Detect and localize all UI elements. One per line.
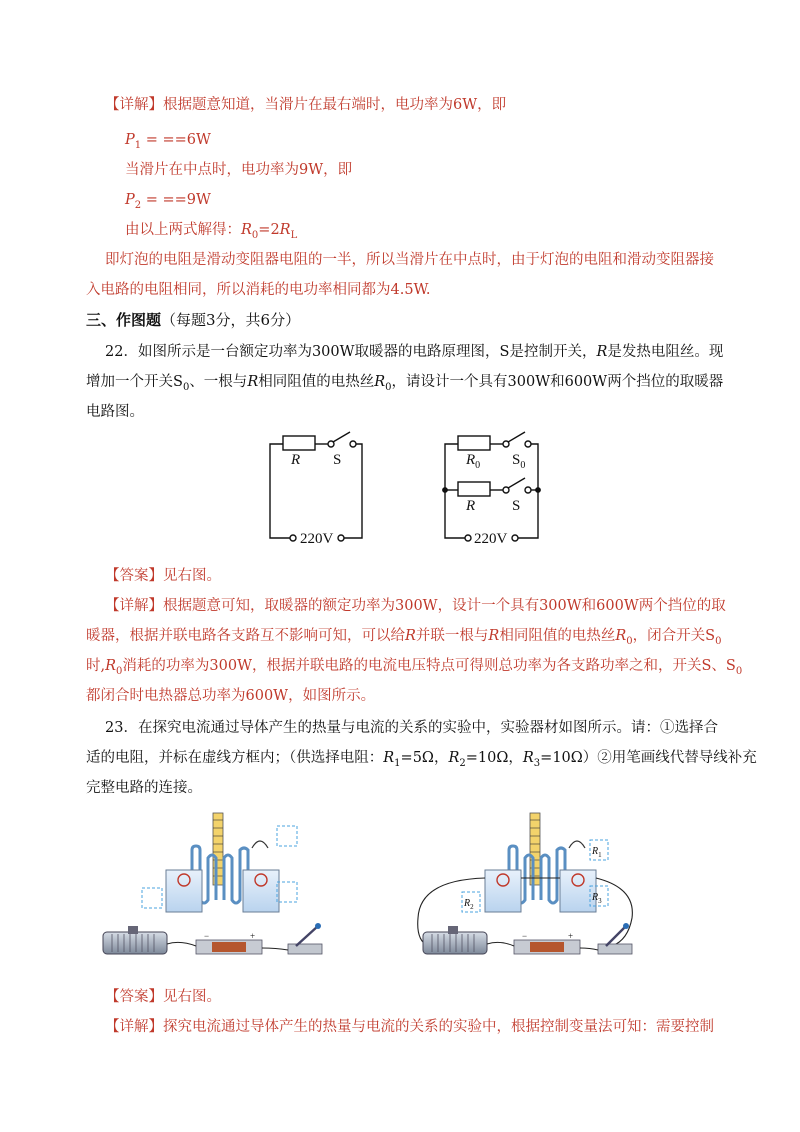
terminal-left	[290, 535, 296, 541]
apparatus-left	[103, 813, 322, 954]
detail-line-3: 由以上两式解得：$R_0=2R_L$	[125, 222, 298, 241]
q23-detail-line-1: 【详解】探究电流通过导体产生的热量与电流的关系的实验中，根据控制变量法可知：需要控制	[105, 1019, 714, 1035]
switch-s-blade-2	[508, 478, 525, 488]
resistor-r0	[458, 436, 490, 450]
r1-label: $R_1$	[592, 846, 602, 859]
svg-text:−: −	[522, 931, 528, 941]
circuit2-voltage-label: 220V	[474, 531, 508, 547]
circuit1-s-label: S	[333, 452, 342, 468]
jar-left	[166, 870, 202, 912]
equation-p1: $P_1 = ==6W$	[125, 132, 211, 151]
q22-detail-line-2: 暖器，根据并联电路各支路互不影响可知，可以给R并联一根与R相同阻值的电热丝$R_0$，闭合开关$S_0$	[86, 628, 722, 647]
q22-detail-line-4: 都闭合时电热器总功率为600W，如图所示。	[86, 688, 376, 704]
q22-circuit-figures	[0, 420, 800, 560]
section-header	[86, 310, 300, 330]
rheostat-right	[423, 932, 487, 954]
circuit2-r-label: R	[466, 498, 476, 514]
jar-right	[243, 870, 279, 912]
circuit1-r-label: R	[291, 452, 301, 468]
answer-tag: 【答案】	[105, 568, 163, 584]
q22-detail-line-3: 时$,R_0$消耗的功率为300W，根据并联电路的电流电压特点可得则总功率为各支路功率之和，开关S、$S_0$	[86, 658, 743, 677]
section-note: （每题3分，共6分）	[161, 311, 301, 329]
svg-text:−: −	[204, 931, 210, 941]
dashed-box-right	[277, 882, 297, 902]
section-title: 三、作图题	[86, 311, 162, 329]
q23-apparatus-figures	[0, 808, 800, 978]
circuit2-s0-label: $S_0$	[512, 452, 526, 471]
svg-text:+: +	[568, 931, 574, 941]
q23-answer: 【答案】见右图。	[105, 989, 221, 1005]
switch-s0-blade	[508, 432, 525, 442]
resistor-r	[283, 436, 315, 450]
circuit1-voltage-label: 220V	[300, 531, 334, 547]
detail-line-4: 即灯泡的电阻是滑动变阻器电阻的一半，所以当滑片在中点时，由于灯泡的电阻和滑动变阻器接	[105, 252, 714, 268]
dashed-box-top	[277, 826, 297, 846]
q22-detail-line-1: 【详解】根据题意可知，取暖器的额定功率为300W，设计一个具有300W和600W两个挡位的取	[105, 598, 726, 614]
circuit2-s-label: S	[512, 498, 521, 514]
detail-line-5: 入电路的电阻相同，所以消耗的电功率相同都为4.5W.	[86, 282, 431, 298]
jar-left-2	[485, 870, 521, 912]
resistor-r-branch	[458, 482, 490, 496]
q23-line-1: 23．在探究电流通过导体产生的热量与电流的关系的实验中，实验器材如图所示。请：①选择合	[105, 720, 718, 736]
q23-line-2: 适的电阻，并标在虚线方框内；（供选择电阻：$R_1=5\Omega$，$R_2=10\Omega$，$R_3=10\Omega)②$用笔画线代替导线补充	[86, 750, 757, 769]
knife-switch-left	[288, 944, 322, 954]
wire-left	[270, 444, 290, 538]
apparatus-right	[418, 813, 633, 954]
equation-p2: $P_2 = ==9W$	[125, 192, 211, 211]
r2-label: $R_2$	[464, 898, 474, 911]
r3-label: $R_3$	[592, 892, 602, 905]
circuit-original	[270, 432, 362, 541]
q22-line-3: 电路图。	[86, 404, 144, 420]
q23-line-3: 完整电路的连接。	[86, 780, 202, 796]
detail-line-2: 当滑片在中点时，电功率为9W，即	[125, 162, 353, 178]
switch-s-blade	[333, 432, 350, 442]
terminal-right	[338, 535, 344, 541]
dashed-box-left	[142, 888, 162, 908]
svg-text:+: +	[250, 931, 256, 941]
rheostat-left	[103, 932, 167, 954]
q22-line-2: 增加一个开关$S_0$、一根与R相同阻值的电热丝$R_0$，请设计一个具有300W和600W两个挡位的取暖器	[86, 374, 724, 393]
detail-tag: 【详解】	[105, 97, 163, 113]
detail-line-1: 【详解】根据题意知道，当滑片在最右端时，电功率为6W，即	[105, 97, 507, 113]
q22-answer: 【答案】见右图。	[105, 568, 221, 584]
circuit-answer	[443, 432, 540, 541]
knife-switch-right	[598, 944, 632, 954]
circuit2-r0-label: $R_0$	[466, 452, 481, 471]
q22-line-1: 22．如图所示是一台额定功率为300W取暖器的电路原理图，S是控制开关，R是发热电阻丝。现	[105, 344, 724, 360]
